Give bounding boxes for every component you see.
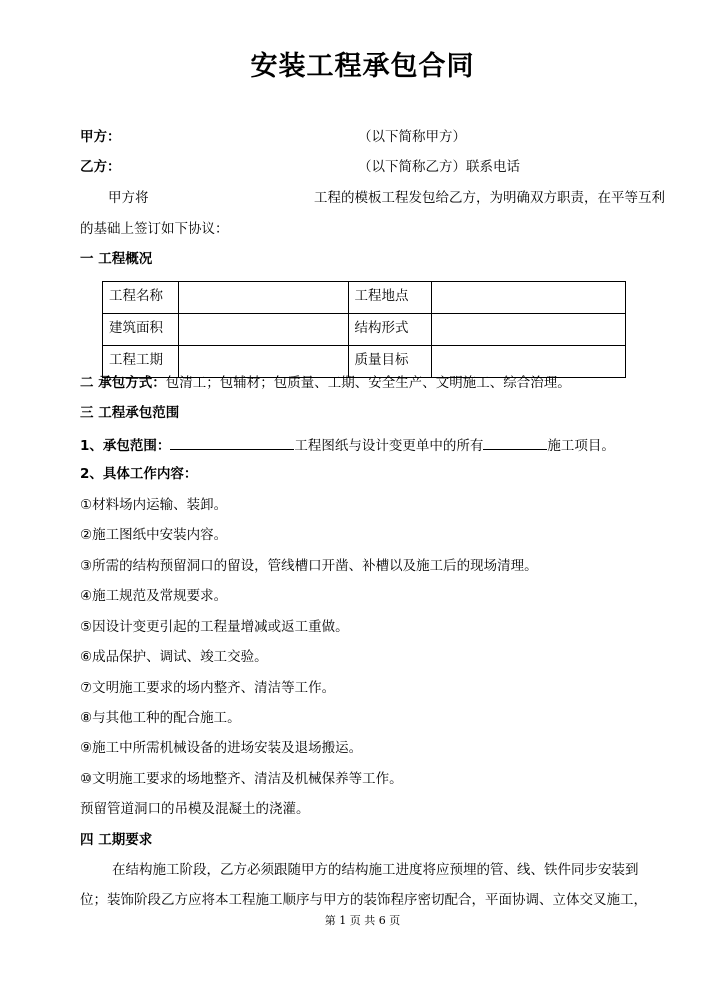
party-a-note: （以下简称甲方） xyxy=(358,129,466,145)
table-cell-label: 工程名称 xyxy=(103,282,179,314)
intro-text-line2: 的基础上签订如下协议： xyxy=(80,221,229,237)
work-item: ⑨施工中所需机械设备的进场安装及退场搬运。 xyxy=(80,740,363,756)
table-row xyxy=(103,282,626,314)
table-cell-value xyxy=(178,282,348,314)
work-item: ④施工规范及常规要求。 xyxy=(80,588,228,604)
scope-label: 1、承包范围： xyxy=(80,438,171,454)
section-2-text: 包清工；包辅材；包质量、工期、安全生产、文明施工、综合治理。 xyxy=(165,375,571,391)
party-a-label: 甲方： xyxy=(80,129,121,145)
work-item: ⑧与其他工种的配合施工。 xyxy=(80,710,241,726)
work-item: ⑤因设计变更引起的工程量增减或返工重做。 xyxy=(80,619,349,635)
table-cell-value xyxy=(432,314,626,346)
section-3-heading: 三 工程承包范围 xyxy=(80,405,180,421)
section-4-heading: 四 工期要求 xyxy=(80,832,153,848)
page-footer: 第 1 页 共 6 页 xyxy=(324,914,401,927)
work-item: ①材料场内运输、装卸。 xyxy=(80,497,228,513)
table-cell-label: 质量目标 xyxy=(348,346,432,378)
work-item: ③所需的结构预留洞口的留设，管线槽口开凿、补槽以及施工后的现场清理。 xyxy=(80,558,538,574)
project-info-table xyxy=(102,281,626,378)
blank-underline xyxy=(170,435,294,450)
scope-line xyxy=(80,435,615,455)
work-item: 预留管道洞口的吊模及混凝土的浇灌。 xyxy=(80,801,310,817)
contract-title: 安装工程承包合同 xyxy=(250,51,475,82)
table-cell-label: 工程地点 xyxy=(348,282,432,314)
intro-text-start: 甲方将 xyxy=(108,190,149,206)
blank-underline xyxy=(483,435,547,450)
party-b-note: （以下简称乙方）联系电话 xyxy=(358,159,520,175)
table-row xyxy=(103,314,626,346)
section-4-paragraph-line1: 在结构施工阶段，乙方必须跟随甲方的结构施工进度将应预埋的管、线、铁件同步安装到 xyxy=(112,862,639,878)
table-cell-label: 建筑面积 xyxy=(103,314,179,346)
table-cell-label: 结构形式 xyxy=(348,314,432,346)
scope-text-a: 工程图纸与设计变更单中的所有 xyxy=(294,438,484,454)
work-content-label: 2、具体工作内容： xyxy=(80,466,198,482)
section-2-heading: 二 承包方式： xyxy=(80,375,166,391)
work-item: ⑦文明施工要求的场内整齐、清洁等工作。 xyxy=(80,680,336,696)
table-cell-label: 工程工期 xyxy=(103,346,179,378)
section-2 xyxy=(80,374,571,392)
work-item: ②施工图纸中安装内容。 xyxy=(80,527,228,543)
party-b-label: 乙方： xyxy=(80,159,121,175)
intro-text-end: 工程的模板工程发包给乙方，为明确双方职责，在平等互利 xyxy=(314,190,665,206)
work-item: ⑥成品保护、调试、竣工交验。 xyxy=(80,649,268,665)
work-item: ⑩文明施工要求的场地整齐、清洁及机械保养等工作。 xyxy=(80,771,403,787)
table-cell-value xyxy=(178,314,348,346)
scope-text-b: 施工项目。 xyxy=(547,438,615,454)
table-cell-value xyxy=(178,346,348,378)
table-cell-value xyxy=(432,346,626,378)
section-4-paragraph-line2: 位；装饰阶段乙方应将本工程施工顺序与甲方的装饰程序密切配合，平面协调、立体交叉施工， xyxy=(80,892,647,908)
section-1-heading: 一 工程概况 xyxy=(80,251,153,267)
table-cell-value xyxy=(432,282,626,314)
table-row xyxy=(103,346,626,378)
